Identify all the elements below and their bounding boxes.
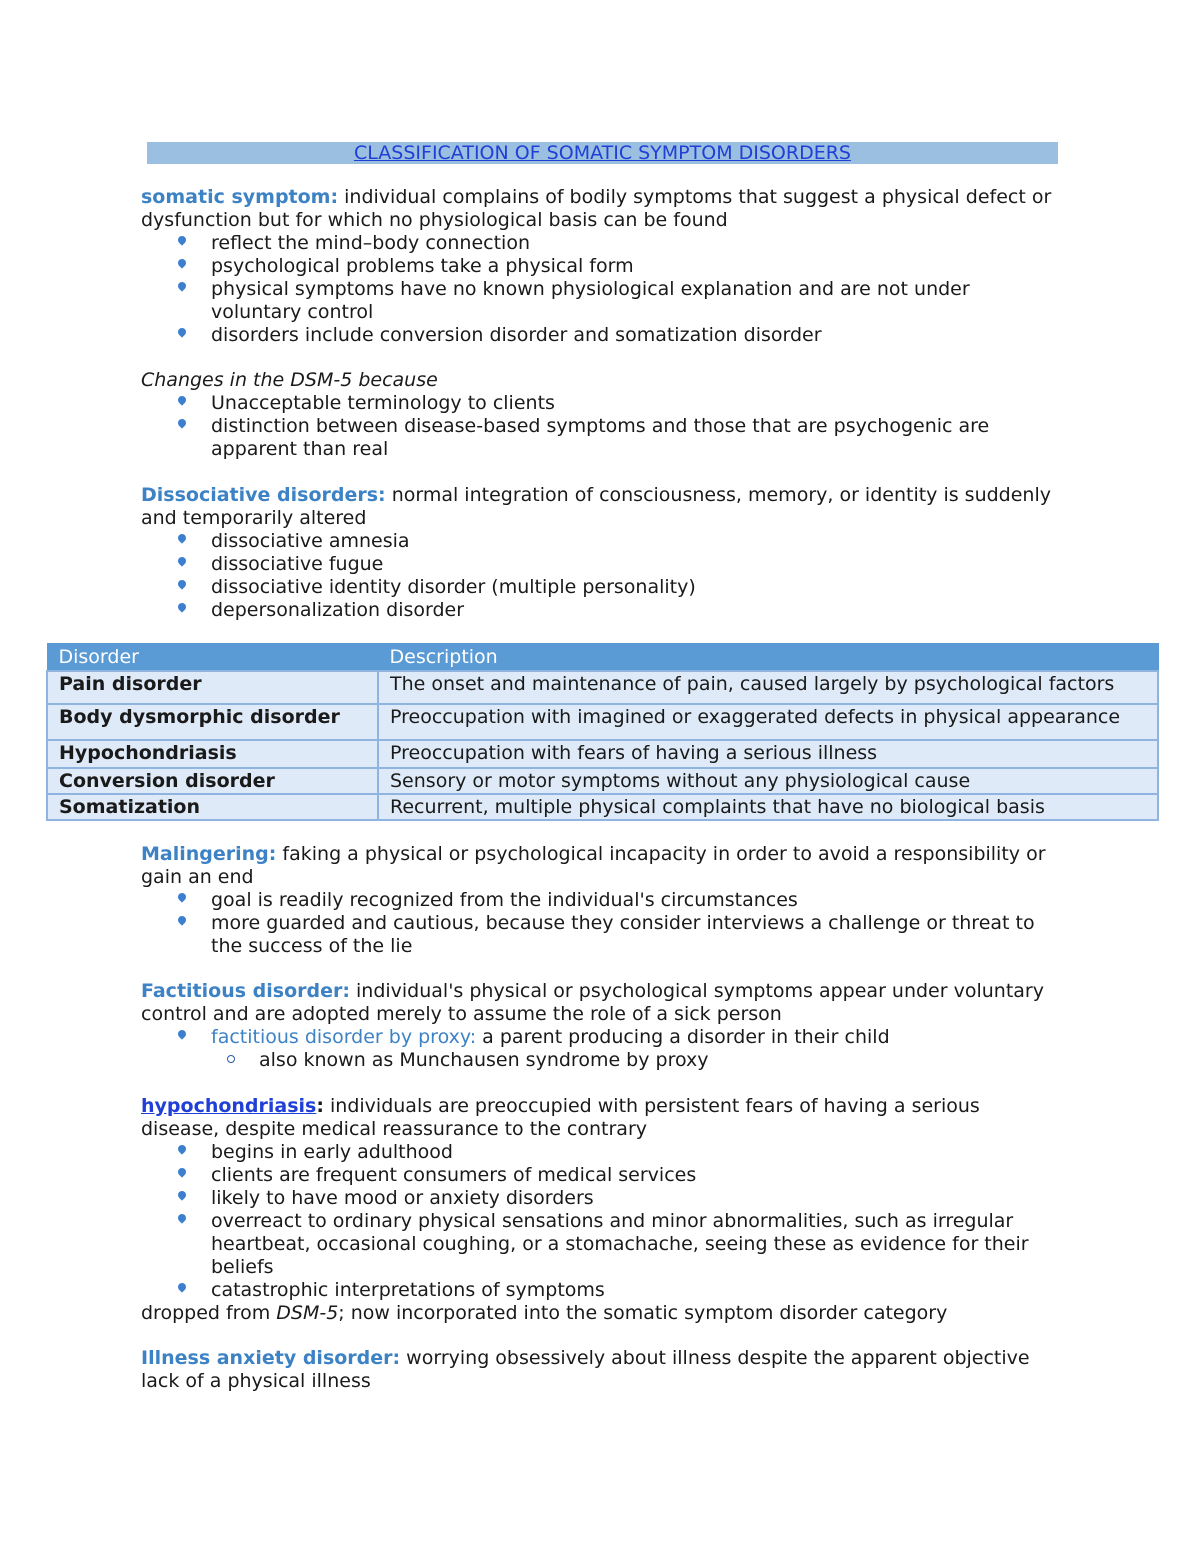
disorder-name: Conversion disorder bbox=[47, 768, 378, 794]
dissociative-list bbox=[141, 530, 1061, 622]
bullet-icon bbox=[176, 1189, 187, 1200]
malingering-section bbox=[141, 843, 1061, 958]
disorder-description: Recurrent, multiple physical complaints that have no biological basis bbox=[378, 794, 1158, 820]
dropped-note: dropped from DSM-5; now incorporated into the somatic symptom disorder category bbox=[141, 1302, 948, 1324]
disorder-description: Sensory or motor symptoms without any physiological cause bbox=[378, 768, 1158, 794]
illness-anxiety-term: Illness anxiety disorder: bbox=[141, 1347, 401, 1369]
bullet-icon bbox=[176, 417, 187, 428]
bullet-icon bbox=[176, 532, 187, 543]
dissociative-definition: Dissociative disorders: normal integration of consciousness, memory, or identity is suddenly and temporarily altered bbox=[141, 484, 1051, 529]
disorder-name: Hypochondriasis bbox=[47, 740, 378, 768]
list-item: overreact to ordinary physical sensations and minor abnormalities, such as irregular heartbeat, occasional coughing, or a stomachache, seeing these as evidence for their beliefs bbox=[141, 1210, 1061, 1279]
factitious-term: Factitious disorder: bbox=[141, 980, 350, 1002]
list-item: dissociative amnesia bbox=[141, 530, 1061, 553]
sub-list-item: also known as Munchausen syndrome by proxy bbox=[141, 1049, 1061, 1072]
disorder-name: Pain disorder bbox=[47, 671, 378, 704]
bullet-icon bbox=[176, 578, 187, 589]
page-title[interactable]: CLASSIFICATION OF SOMATIC SYMPTOM DISORDERS bbox=[354, 142, 851, 164]
list-item: more guarded and cautious, because they consider interviews a challenge or threat to the success of the lie bbox=[141, 912, 1061, 958]
somatic-definition: somatic symptom: individual complains of bodily symptoms that suggest a physical defect or dysfunction but for which no physiological basis can be found bbox=[141, 186, 1052, 231]
hypochondriasis-section bbox=[141, 1095, 1061, 1325]
hypochondriasis-list bbox=[141, 1141, 1061, 1302]
list-item: psychological problems take a physical form bbox=[141, 255, 1061, 278]
list-item: distinction between disease-based symptoms and those that are psychogenic are apparent than real bbox=[141, 415, 1061, 461]
bullet-icon bbox=[176, 257, 187, 268]
dsm-list bbox=[141, 392, 1061, 461]
hypochondriasis-term[interactable]: hypochondriasis bbox=[141, 1095, 317, 1117]
table-row bbox=[47, 794, 1158, 820]
list-item: physical symptoms have no known physiological explanation and are not under voluntary control bbox=[141, 278, 1061, 324]
factitious-section bbox=[141, 980, 1061, 1072]
bullet-icon bbox=[176, 1281, 187, 1292]
bullet-icon bbox=[176, 555, 187, 566]
bullet-icon bbox=[176, 234, 187, 245]
somatic-section bbox=[141, 186, 1061, 347]
proxy-term: factitious disorder by proxy: bbox=[211, 1026, 477, 1048]
list-item: catastrophic interpretations of symptoms bbox=[141, 1279, 1061, 1302]
header-disorder: Disorder bbox=[47, 644, 378, 672]
bullet-icon bbox=[176, 394, 187, 405]
list-item: clients are frequent consumers of medical services bbox=[141, 1164, 1061, 1187]
malingering-definition: Malingering: faking a physical or psychological incapacity in order to avoid a responsibility or gain an end bbox=[141, 843, 1046, 888]
bullet-icon bbox=[176, 326, 187, 337]
header-description: Description bbox=[378, 644, 1158, 672]
table-row bbox=[47, 740, 1158, 768]
list-item: reflect the mind–body connection bbox=[141, 232, 1061, 255]
list-item: depersonalization disorder bbox=[141, 599, 1061, 622]
table-row bbox=[47, 768, 1158, 794]
list-item: begins in early adulthood bbox=[141, 1141, 1061, 1164]
malingering-term: Malingering: bbox=[141, 843, 277, 865]
table-row bbox=[47, 671, 1158, 704]
factitious-definition: Factitious disorder: individual's physical or psychological symptoms appear under voluntary control and are adopted merely to assume the role of a sick person bbox=[141, 980, 1044, 1025]
list-item: likely to have mood or anxiety disorders bbox=[141, 1187, 1061, 1210]
disorder-description: The onset and maintenance of pain, caused largely by psychological factors bbox=[378, 671, 1158, 704]
bullet-icon bbox=[176, 891, 187, 902]
list-item: goal is readily recognized from the individual's circumstances bbox=[141, 889, 1061, 912]
disorder-description: Preoccupation with fears of having a serious illness bbox=[378, 740, 1158, 768]
bullet-icon bbox=[176, 914, 187, 925]
bullet-icon bbox=[176, 601, 187, 612]
list-item: disorders include conversion disorder and somatization disorder bbox=[141, 324, 1061, 347]
malingering-list bbox=[141, 889, 1061, 958]
table-header-row bbox=[47, 644, 1158, 672]
table-row bbox=[47, 704, 1158, 740]
illness-anxiety-definition: Illness anxiety disorder: worrying obsessively about illness despite the apparent objective lack of a physical illness bbox=[141, 1347, 1030, 1392]
list-item: Unacceptable terminology to clients bbox=[141, 392, 1061, 415]
disorder-table bbox=[46, 643, 1159, 821]
somatic-list bbox=[141, 232, 1061, 347]
factitious-list bbox=[141, 1026, 1061, 1072]
circle-bullet-icon bbox=[227, 1055, 235, 1063]
dissociative-term: Dissociative disorders: bbox=[141, 484, 386, 506]
bullet-icon bbox=[176, 1166, 187, 1177]
disorder-name: Somatization bbox=[47, 794, 378, 820]
disorder-description: Preoccupation with imagined or exaggerated defects in physical appearance bbox=[378, 704, 1158, 740]
dsm-section bbox=[141, 369, 1061, 461]
list-item: dissociative identity disorder (multiple personality) bbox=[141, 576, 1061, 599]
bullet-icon bbox=[176, 1143, 187, 1154]
somatic-term: somatic symptom: bbox=[141, 186, 339, 208]
dsm-heading: Changes in the DSM-5 because bbox=[141, 369, 438, 391]
bullet-icon bbox=[176, 1212, 187, 1223]
hypochondriasis-definition: hypochondriasis: individuals are preoccupied with persistent fears of having a serious disease, despite medical reassurance to the contrary bbox=[141, 1095, 980, 1140]
bullet-icon bbox=[176, 280, 187, 291]
illness-anxiety-section bbox=[141, 1347, 1061, 1393]
bullet-icon bbox=[176, 1028, 187, 1039]
list-item: factitious disorder by proxy: a parent producing a disorder in their child bbox=[141, 1026, 1061, 1049]
disorder-name: Body dysmorphic disorder bbox=[47, 704, 378, 740]
title-bar bbox=[147, 142, 1058, 164]
list-item: dissociative fugue bbox=[141, 553, 1061, 576]
dissociative-section bbox=[141, 484, 1061, 622]
